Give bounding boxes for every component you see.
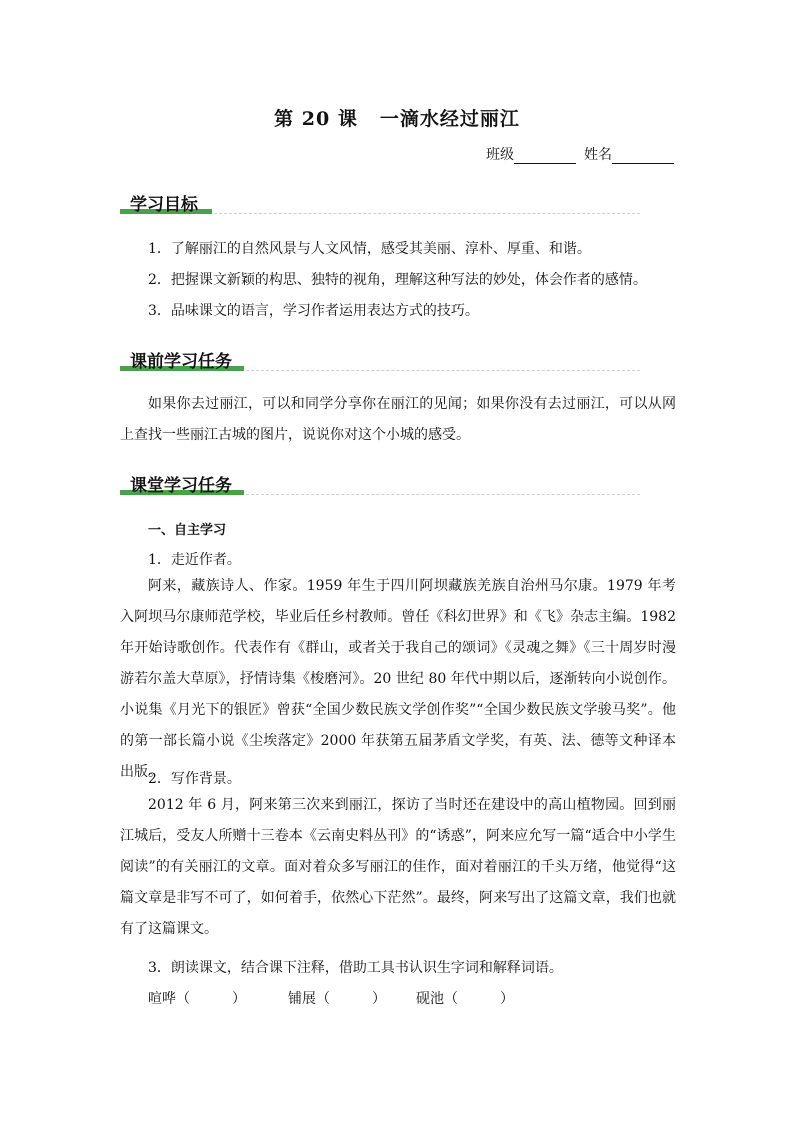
name-blank[interactable] (612, 149, 674, 164)
section-title: 学习目标 (130, 195, 198, 215)
list-item: 1．走近作者。 (148, 552, 241, 568)
divider (246, 370, 640, 371)
name-label: 姓名 (584, 147, 612, 163)
list-item: 3．朗读课文，结合课下注释，借助工具书认识生字词和解释词语。 (148, 960, 563, 976)
lesson-number: 第 20 课 (274, 108, 358, 130)
vocab-item[interactable]: 铺展（ ） (288, 991, 386, 1007)
divider (214, 213, 640, 214)
section-heading-goals (120, 190, 640, 218)
class-label: 班级 (486, 147, 514, 163)
list-item: 2．把握课文新颖的构思、独特的视角，理解这种写法的妙处，体会作者的感情。 (148, 272, 647, 288)
background-paragraph: 2012 年 6 月，阿来第三次来到丽江，探访了当时还在建设中的高山植物园。回到丽江城后，受友人所赠十三卷本《云南史料丛刊》的“诱惑”，阿来应允写一篇“适合中小学生阅读”的有关丽江的文章。面对着众多写丽江的佳作，面对着丽江的千头万绪，他觉得“这篇文章是非写不可了，如何着手，依然心下茫然”。最终，阿来写出了这篇文章，我们也就有了这篇课文。 (120, 797, 676, 937)
divider (246, 494, 640, 495)
list-item: 2．写作背景。 (148, 771, 241, 787)
section-title: 课堂学习任务 (130, 476, 232, 496)
author-paragraph: 阿来，藏族诗人、作家。1959 年生于四川阿坝藏族羌族自治州马尔康。1979 年考入阿坝马尔康师范学校，毕业后任乡村教师。曾任《科幻世界》和《飞》杂志主编。1982 年开始诗歌创作。代表作有《群山，或者关于我自己的颂词》《灵魂之舞》《三十周岁时漫游若尔盖大草原》，抒情诗集《梭磨河》。20 世纪 80 年代中期以后，逐渐转向小说创作。小说集《月光下的银匠》曾获“全国少数民族文学创作奖”“全国少数民族文学骏马奖”。他的第一部长篇小说《尘埃落定》2000 年获第五届茅盾文学奖，有英、法、德等文种译本出版。 (120, 578, 676, 780)
subheading: 一、自主学习 (148, 523, 227, 538)
vocabulary-row (148, 988, 514, 1008)
pre-task-text: 如果你去过丽江，可以和同学分享你在丽江的见闻；如果你没有去过丽江，可以从网上查找一些丽江古城的图片，说说你对这个小城的感受。 (120, 396, 676, 443)
vocab-item[interactable]: 砚池（ ） (416, 991, 514, 1007)
list-item: 3．品味课文的语言，学习作者运用表达方式的技巧。 (148, 303, 479, 319)
section-heading-class (120, 471, 640, 499)
lesson-title: 一滴水经过丽江 (379, 108, 520, 130)
page-title (0, 104, 794, 131)
vocab-item[interactable]: 喧哗（ ） (148, 991, 246, 1007)
student-info (486, 144, 674, 164)
class-blank[interactable] (514, 149, 576, 164)
list-item: 1．了解丽江的自然风景与人文风情，感受其美丽、淳朴、厚重、和谐。 (148, 241, 591, 257)
section-title: 课前学习任务 (130, 352, 232, 372)
section-heading-pre (120, 347, 640, 375)
